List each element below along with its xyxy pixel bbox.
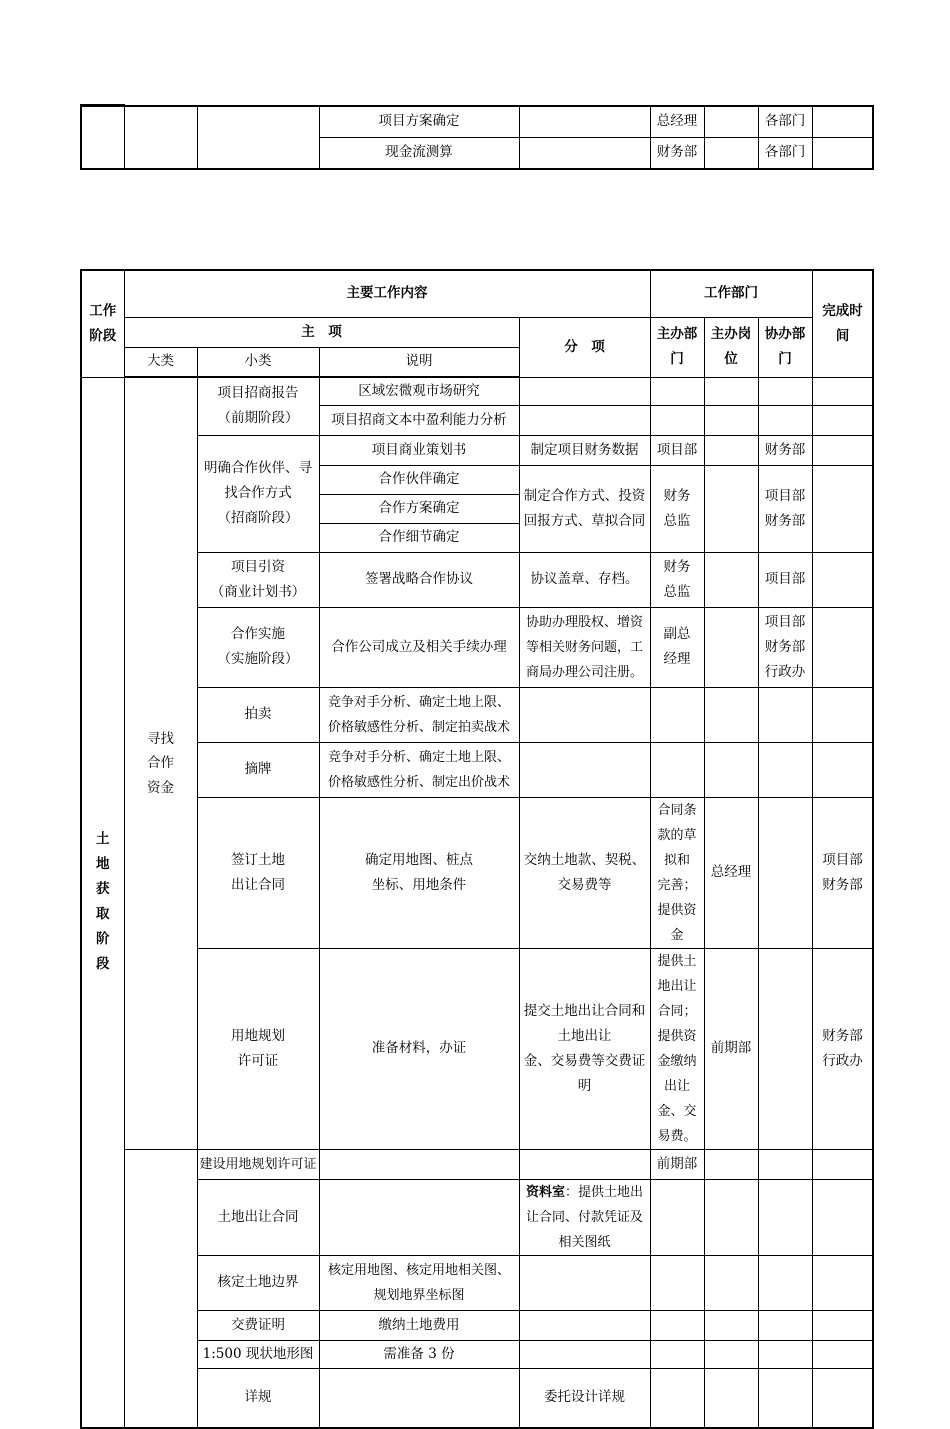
sub-item-text: ：提供土地出 让合同、付款凭证及 相关图纸	[525, 1184, 644, 1250]
main-table	[80, 269, 874, 1429]
sub-item: 提供土地出让合同； 提供资金缴纳出让 金、交易费。	[650, 948, 704, 1149]
sub-item: 委托设计详规	[519, 1368, 650, 1428]
description: 竞争对手分析、确定土地上限、 价格敏感性分析、制定拍卖战术	[319, 687, 519, 742]
subcategory: 合作实施 （实施阶段）	[197, 607, 319, 687]
header-lead: 主办部 门	[650, 317, 704, 377]
lead-dept: 前期部	[650, 1149, 704, 1179]
header-stage: 工作 阶段	[81, 270, 124, 377]
header-category: 大类	[124, 347, 197, 377]
table-row	[81, 377, 873, 405]
description: 合作细节确定	[319, 523, 519, 552]
stage-label: 土 地 获 取 阶 段	[81, 377, 124, 1428]
table-row	[81, 106, 873, 138]
work-item: 项目方案确定	[319, 106, 519, 138]
subcategory: 详规	[197, 1368, 319, 1428]
table-row	[81, 687, 873, 742]
table-row	[81, 1310, 873, 1340]
assist-dept: 财务部	[758, 435, 812, 465]
work-item: 现金流测算	[319, 137, 519, 169]
subcategory: 土地出让合同	[197, 1179, 319, 1255]
description: 签署战略合作协议	[319, 552, 519, 607]
description: 提交土地出让合同和土地出让 金、交易费等交费证明	[519, 948, 650, 1149]
subcategory: 建设用地规划许可证	[197, 1149, 319, 1179]
header-main-item: 主 项	[124, 317, 519, 347]
subcategory: 摘牌	[197, 742, 319, 797]
sub-item: 制定项目财务数据	[519, 435, 650, 465]
description: 项目招商文本中盈利能力分析	[319, 405, 519, 435]
header-subcategory: 小类	[197, 347, 319, 377]
category-funding: 寻找 合作 资金	[124, 377, 197, 1149]
assist-dept: 财务部 行政办	[812, 948, 873, 1149]
lead-dept: 财务 总监	[650, 465, 704, 552]
lead-dept: 项目部	[650, 435, 704, 465]
lead-dept: 总经理	[650, 106, 704, 138]
sub-item: 协助办理股权、增资 等相关财务问题，工 商局办理公司注册。	[519, 607, 650, 687]
table-row	[81, 1255, 873, 1310]
header-row	[81, 270, 873, 317]
subcategory: 1:500 现状地形图	[197, 1340, 319, 1368]
description: 区域宏微观市场研究	[319, 377, 519, 405]
table-row	[81, 948, 873, 1149]
description: 核定用地图、核定用地相关图、 规划地界坐标图	[319, 1255, 519, 1310]
header-sub-item: 分 项	[519, 317, 650, 377]
assist-dept: 项目部	[758, 552, 812, 607]
assist-dept: 各部门	[758, 106, 812, 138]
table-row	[81, 1340, 873, 1368]
lead-dept: 总经理	[704, 797, 758, 948]
table-row	[81, 742, 873, 797]
table-row	[81, 552, 873, 607]
table-row	[81, 435, 873, 465]
assist-dept: 项目部 财务部	[812, 797, 873, 948]
subcategory: 项目引资 （商业计划书）	[197, 552, 319, 607]
assist-dept: 项目部 财务部 行政办	[758, 607, 812, 687]
description: 缴纳土地费用	[319, 1310, 519, 1340]
subcategory: 拍卖	[197, 687, 319, 742]
description: 交纳土地款、契税、交易费等	[519, 797, 650, 948]
assist-dept: 项目部 财务部	[758, 465, 812, 552]
description: 合作伙伴确定	[319, 465, 519, 494]
sub-item-bold: 资料室	[525, 1184, 565, 1200]
description: 合作公司成立及相关手续办理	[319, 607, 519, 687]
subcategory: 确定用地图、桩点 坐标、用地条件	[319, 797, 519, 948]
sub-item: 协议盖章、存档。	[519, 552, 650, 607]
description: 项目商业策划书	[319, 435, 519, 465]
category-permit: 用地规划 许可证	[197, 948, 319, 1149]
description: 需准备 3 份	[319, 1340, 519, 1368]
table-row	[81, 607, 873, 687]
header-content: 主要工作内容	[124, 270, 650, 317]
header-dept: 工作部门	[650, 270, 812, 317]
header-post: 主办岗 位	[704, 317, 758, 377]
subcategory: 项目招商报告 （前期阶段）	[197, 377, 319, 435]
header-desc: 说明	[319, 347, 519, 377]
lead-dept: 财务 总监	[650, 552, 704, 607]
top-table	[80, 104, 874, 170]
subcategory: 交费证明	[197, 1310, 319, 1340]
category-contract: 签订土地 出让合同	[197, 797, 319, 948]
assist-dept: 各部门	[758, 137, 812, 169]
header-assist: 协办部 门	[758, 317, 812, 377]
description: 竞争对手分析、确定土地上限、 价格敏感性分析、制定出价战术	[319, 742, 519, 797]
lead-dept: 副总 经理	[650, 607, 704, 687]
sub-item: 合同条款的草拟和 完善；提供资金	[650, 797, 704, 948]
description: 合作方案确定	[319, 494, 519, 523]
sub-item: 制定合作方式、投资 回报方式、草拟合同	[519, 465, 650, 552]
table-row	[81, 1368, 873, 1428]
subcategory: 明确合作伙伴、寻 找合作方式 （招商阶段）	[197, 435, 319, 552]
sub-item	[519, 1179, 650, 1255]
header-row	[81, 317, 873, 347]
table-row	[81, 1179, 873, 1255]
lead-dept: 前期部	[704, 948, 758, 1149]
table-row	[81, 1149, 873, 1179]
header-time: 完成时 间	[812, 270, 873, 377]
subcategory: 核定土地边界	[197, 1255, 319, 1310]
table-row	[81, 797, 873, 948]
subcategory: 准备材料，办证	[319, 948, 519, 1149]
lead-dept: 财务部	[650, 137, 704, 169]
